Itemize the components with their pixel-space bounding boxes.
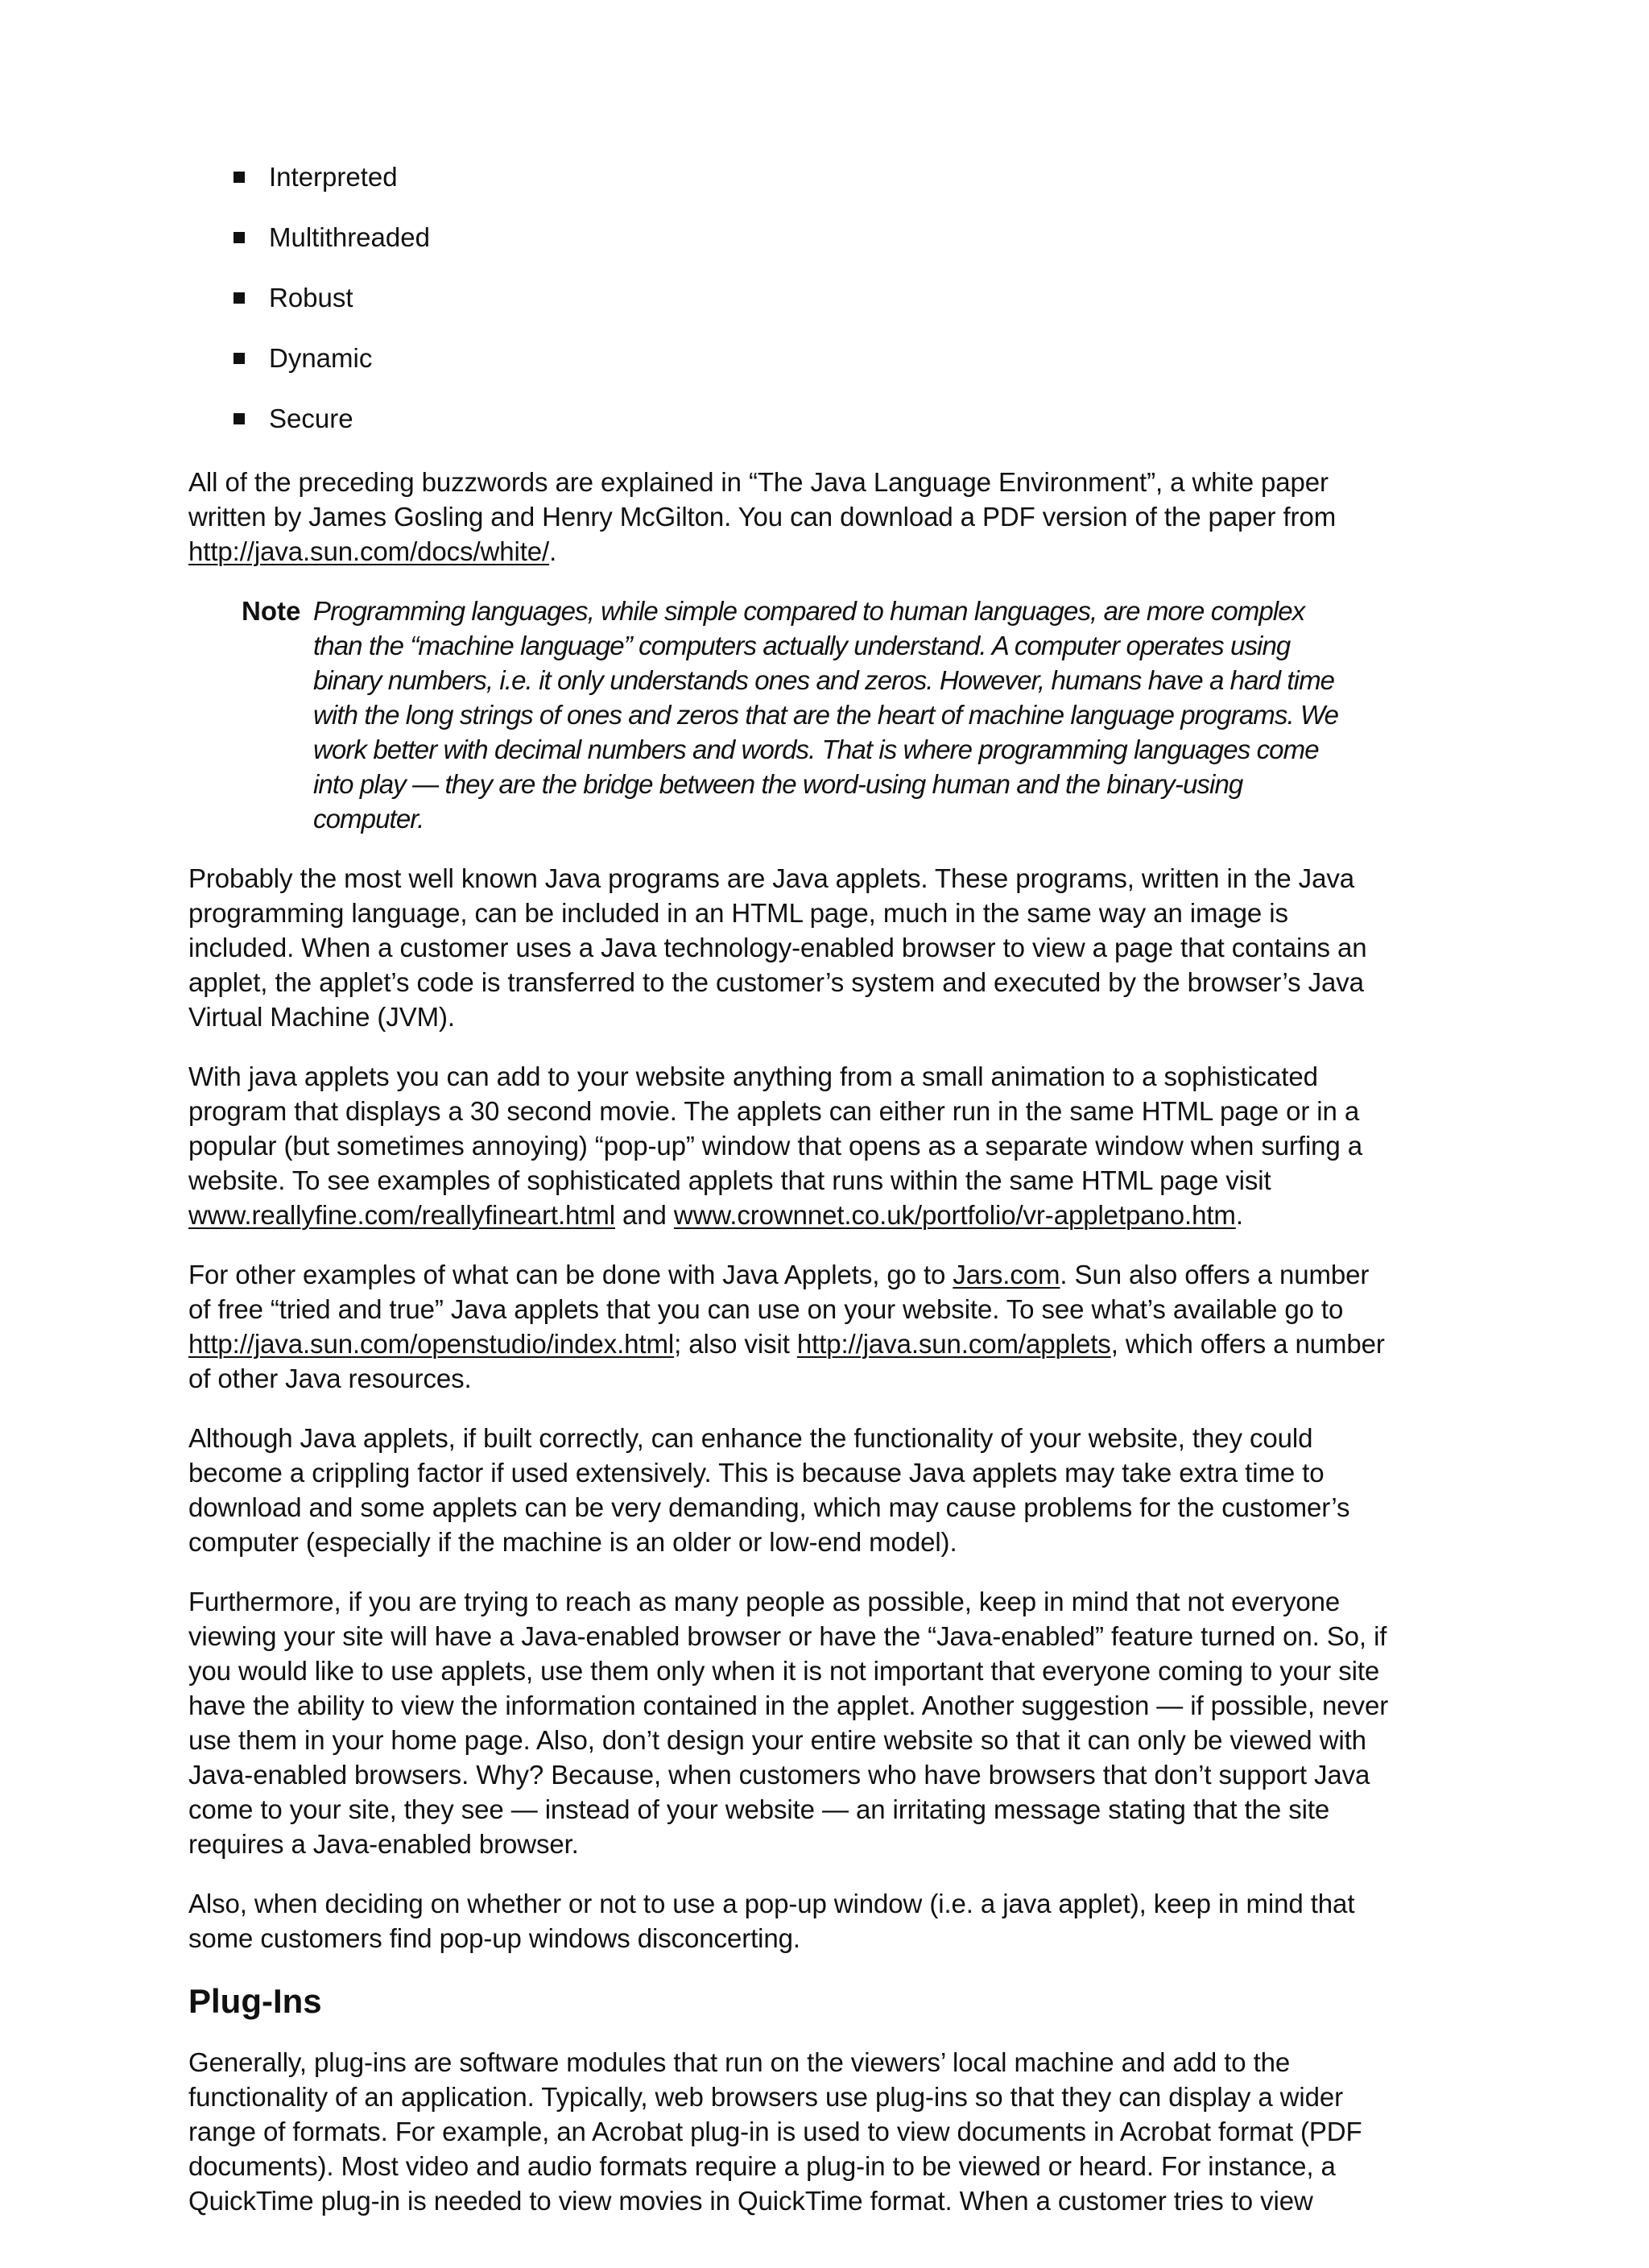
note-body: Programming languages, while simple compared to human languages, are more complex than the “machine language” computers actually understand. A computer operates using binary numbers, i.e. it only understands ones and zeros. However, humans have a hard time with the long strings of ones and zeros that are the heart of machine language programs. We work better with decimal numbers and words. That is where programming languages come into play — they are the bridge between the word-using human and the binary-using computer.: [313, 596, 1339, 834]
link-reallyfine[interactable]: www.reallyfine.com/reallyfineart.html: [188, 1200, 615, 1230]
paragraph-popup-windows: Also, when deciding on whether or not to use a pop-up window (i.e. a java applet), keep in mind that some customers find pop-up windows disconcerting.: [188, 1889, 1355, 1953]
note-block: [242, 594, 1477, 836]
link-openstudio[interactable]: http://java.sun.com/openstudio/index.html: [188, 1329, 675, 1359]
section-heading-plug-ins: Plug-Ins: [188, 1982, 322, 2020]
document-page: [188, 159, 1477, 2243]
paragraph-buzzwords: All of the preceding buzzwords are explained in “The Java Language Environment”, a white paper written by James Gosling and Henry McGilton. You can download a PDF version of the paper from http://java.sun.com/docs/white/.: [188, 467, 1337, 566]
bullet-item: Interpreted: [214, 159, 1477, 194]
square-bullet-icon: [234, 292, 245, 304]
paragraph-other-examples: For other examples of what can be done with Java Applets, go to Jars.com. Sun also offers a number of free “tried and true” Java applets that you can use on your website. To see what’s available go to http://java.sun.com/openstudio/index.html; also visit http://java.sun.com/applets, which offers a number of other Java resources.: [188, 1260, 1385, 1393]
square-bullet-icon: [234, 413, 245, 424]
link-crownnet[interactable]: www.crownnet.co.uk/portfolio/vr-appletpano.htm: [673, 1200, 1236, 1230]
link-sun-applets[interactable]: http://java.sun.com/applets: [796, 1329, 1111, 1359]
feature-bullet-list: [188, 159, 1477, 436]
bullet-item: Secure: [214, 401, 1477, 436]
square-bullet-icon: [234, 172, 245, 183]
link-jars[interactable]: Jars.com: [953, 1260, 1060, 1289]
bullet-item: Multithreaded: [214, 220, 1477, 255]
paragraph-plug-ins: Generally, plug-ins are software modules that run on the viewers’ local machine and add to the functionality of an application. Typically, web browsers use plug-ins so that they can display a wider range of formats. For example, an Acrobat plug-in is used to view documents in Acrobat format (PDF documents). Most video and audio formats require a plug-in to be viewed or heard. For instance, a QuickTime plug-in is needed to view movies in QuickTime format. When a customer tries to view: [188, 2047, 1362, 2216]
paragraph-applet-drawbacks: Although Java applets, if built correctly, can enhance the functionality of your website, they could become a crippling factor if used extensively. This is because Java applets may take extra time to download and some applets can be very demanding, which may cause problems for the customer’s computer (especially if the machine is an older or low-end model).: [188, 1423, 1350, 1557]
link-java-white-paper[interactable]: http://java.sun.com/docs/white/: [188, 536, 550, 566]
note-label: Note: [242, 596, 301, 626]
paragraph-java-applets: Probably the most well known Java programs are Java applets. These programs, written in the Java programming language, can be included in an HTML page, much in the same way an image is included. When a customer uses a Java technology-enabled browser to view a page that contains an applet, the applet’s code is transferred to the customer’s system and executed by the browser’s Java Virtual Machine (JVM).: [188, 863, 1367, 1032]
paragraph-java-enabled-browsers: Furthermore, if you are trying to reach as many people as possible, keep in mind that not everyone viewing your site will have a Java-enabled browser or have the “Java-enabled” feature turned on. So, if you would like to use applets, use them only when it is not important that everyone coming to your site have the ability to view the information contained in the applet. Another suggestion — if possible, never use them in your home page. Also, don’t design your entire website so that it can only be viewed with Java-enabled browsers. Why? Because, when customers who have browsers that don’t support Java come to your site, they see — instead of your website — an irritating message stating that the site requires a Java-enabled browser.: [188, 1587, 1389, 1859]
bullet-item: Robust: [214, 280, 1477, 315]
square-bullet-icon: [234, 232, 245, 243]
bullet-item: Dynamic: [214, 341, 1477, 375]
paragraph-applet-examples: With java applets you can add to your website anything from a small animation to a sophisticated program that displays a 30 second movie. The applets can either run in the same HTML page or in a popular (but sometimes annoying) “pop-up” window that opens as a separate window when surfing a website. To see examples of sophisticated applets that runs within the same HTML page visit www.reallyfine.com/reallyfineart.html and www.crownnet.co.uk/portfolio/vr-appletpano.htm.: [188, 1062, 1363, 1230]
square-bullet-icon: [234, 353, 245, 364]
